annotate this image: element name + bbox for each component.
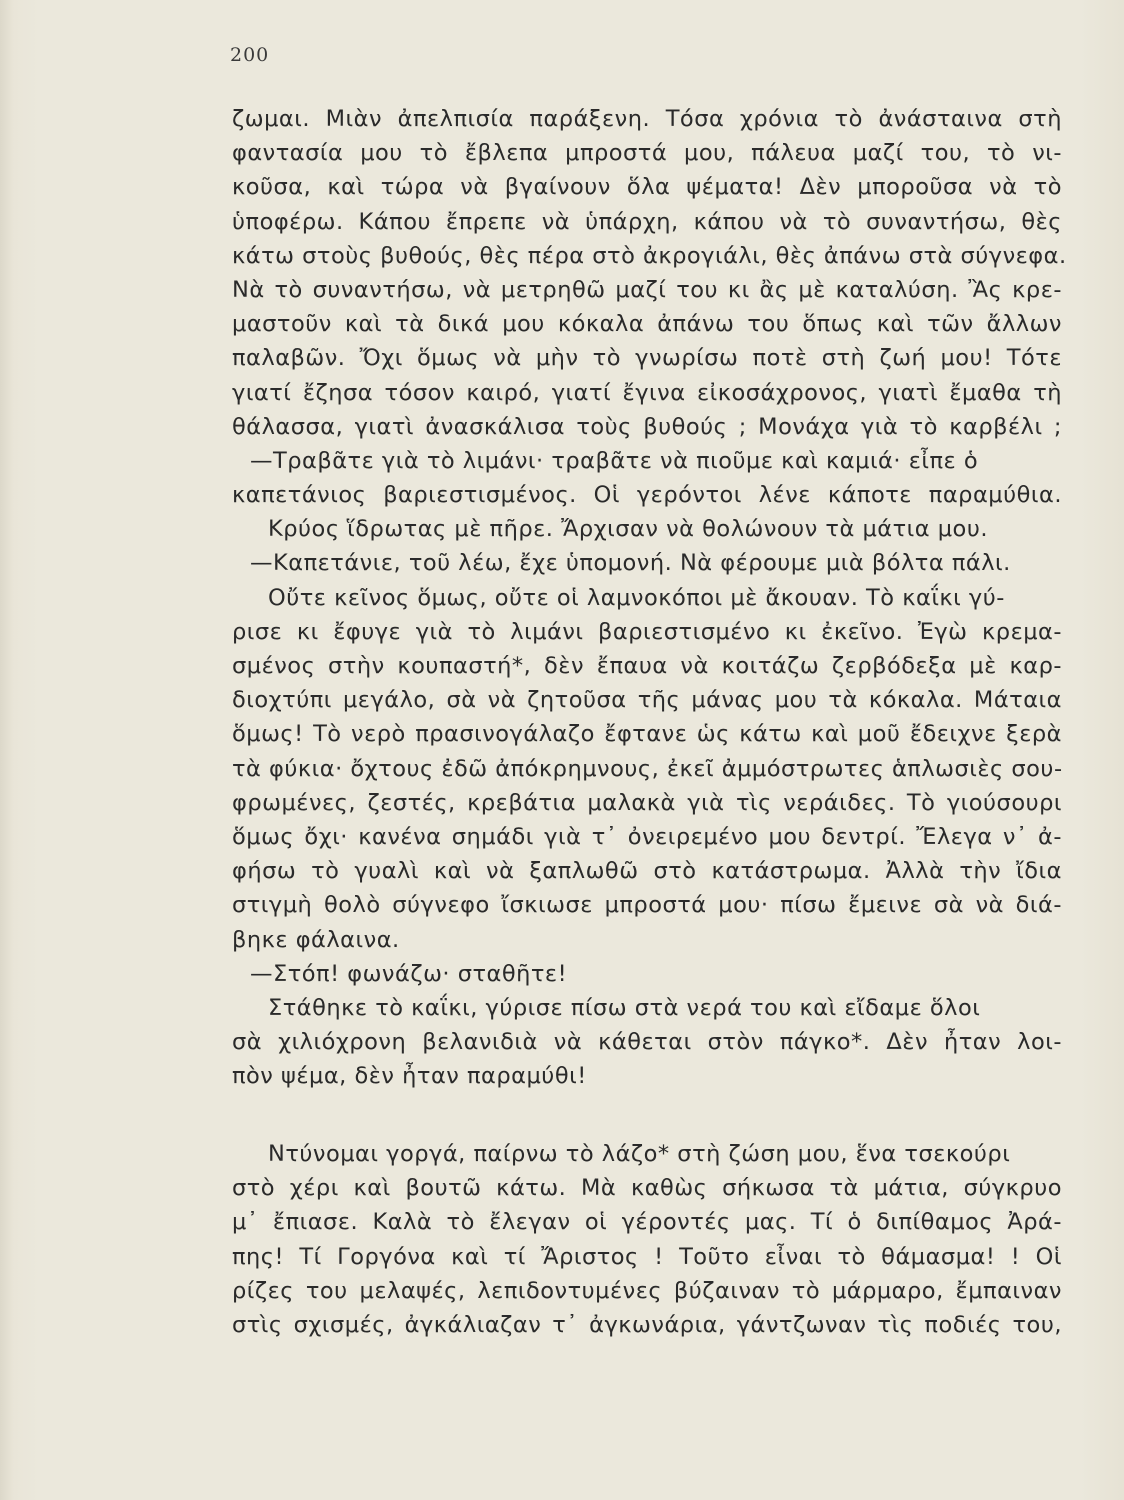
text-line: καπετάνιος βαριεστισμένος. Οἱ γερόντοι λένε κάποτε παραμύθια. [232,482,1062,509]
text-line: στὶς σχισμές, ἀγκάλιαζαν τ᾽ ἀγκωνάρια, γάντζωναν τὶς ποδιές του, [232,1311,1062,1338]
text-line: —Στόπ! φωνάζω· σταθῆτε! [250,960,568,987]
text-line: Στάθηκε τὸ καΐκι, γύρισε πίσω στὰ νερά του καὶ εἴδαμε ὅλοι [268,994,981,1021]
text-line: κάτω στοὺς βυθούς, θὲς πέρα στὸ ἀκρογιάλι, θὲς ἀπάνω στὰ σύγνεφα. [232,242,1067,269]
text-line: —Καπετάνιε, τοῦ λέω, ἔχε ὑπομονή. Νὰ φέρουμε μιὰ βόλτα πάλι. [250,550,1011,577]
text-line: παλαβῶν. Ὄχι ὅμως νὰ μὴν τὸ γνωρίσω ποτὲ στὴ ζωή μου! Τότε [232,345,1062,372]
text-line: πὸν ψέμα, δὲν ἦταν παραμύθι! [232,1063,587,1090]
text-line: κοῦσα, καὶ τώρα νὰ βγαίνουν ὅλα ψέματα! Δὲν μποροῦσα νὰ τὸ [232,174,1062,201]
text-line: στὸ χέρι καὶ βουτῶ κάτω. Μὰ καθὼς σήκωσα τὰ μάτια, σύγκρυο [232,1175,1062,1202]
text-line: ζωμαι. Μιὰν ἀπελπισία παράξενη. Τόσα χρόνια τὸ ἀνάσταινα στὴ [232,106,1062,132]
text-line: ὑποφέρω. Κάπου ἔπρεπε νὰ ὑπάρχη, κάπου νὰ τὸ συναντήσω, θὲς [232,208,1062,235]
text-line: Νὰ τὸ συναντήσω, νὰ μετρηθῶ μαζί του κι ἂς μὲ καταλύση. Ἂς κρε- [232,276,1062,303]
text-line: ρίζες του μελαψές, λεπιδοντυμένες βύζαιναν τὸ μάρμαρο, ἔμπαιναν [232,1277,1062,1304]
text-line: μαστοῦν καὶ τὰ δικά μου κόκαλα ἀπάνω του ὅπως καὶ τῶν ἄλλων [232,311,1062,338]
text-line: τὰ φύκια· ὄχτους ἐδῶ ἀπόκρημνους, ἐκεῖ ἀμμόστρωτες ἁπλωσιὲς σου- [232,755,1063,782]
text-line: Οὔτε κεῖνος ὅμως, οὔτε οἱ λαμνοκόποι μὲ ἄκουαν. Τὸ καΐκι γύ- [268,584,1005,611]
page-number: 200 [230,44,270,66]
text-line: σμένος στὴν κουπαστή*, δὲν ἔπαυα νὰ κοιτάζω ζερβόδεξα μὲ καρ- [232,653,1062,679]
text-line: Ντύνομαι γοργά, παίρνω τὸ λάζο* στὴ ζώση μου, ἕνα τσεκούρι [268,1141,1011,1167]
paragraph-block-2 [232,1137,1062,1342]
text-line: Κρύος ἵδρωτας μὲ πῆρε. Ἄρχισαν νὰ θολώνουν τὰ μάτια μου. [268,516,988,543]
text-line: φρωμένες, ζεστές, κρεβάτια μαλακὰ γιὰ τὶς νεράιδες. Τὸ γιούσουρι [232,789,1062,816]
text-line: μ᾽ ἔπιασε. Καλὰ τὸ ἔλεγαν οἱ γέροντές μας. Τί ὁ διπίθαμος Ἀρά- [232,1209,1062,1236]
text-line: —Τραβᾶτε γιὰ τὸ λιμάνι· τραβᾶτε νὰ πιοῦμε καὶ καμιά· εἶπε ὁ [250,447,979,474]
text-line: βηκε φάλαινα. [232,926,400,953]
paragraph-block-1 [232,102,1067,1093]
text-line: ρισε κι ἔφυγε γιὰ τὸ λιμάνι βαριεστισμένο κι ἐκεῖνο. Ἐγὼ κρεμα- [232,618,1062,645]
text-line: στιγμὴ θολὸ σύγνεφο ἴσκιωσε μπροστά μου· πίσω ἔμεινε σὰ νὰ διά- [232,892,1062,919]
text-line: διοχτύπι μεγάλο, σὰ νὰ ζητοῦσα τῆς μάνας μου τὰ κόκαλα. Μάταια [232,687,1062,714]
text-line: σὰ χιλιόχρονη βελανιδιὰ νὰ κάθεται στὸν πάγκο*. Δὲν ἦταν λοι- [232,1029,1062,1056]
text-line: ὅμως ὄχι· κανένα σημάδι γιὰ τ᾽ ὀνειρεμένο μου δεντρί. Ἔλεγα ν᾽ ἀ- [232,823,1062,850]
text-line: ὅμως! Τὸ νερὸ πρασινογάλαζο ἔφτανε ὡς κάτω καὶ μοῦ ἔδειχνε ξερὰ [232,721,1062,748]
text-line: γιατί ἔζησα τόσον καιρό, γιατί ἔγινα εἰκοσάχρονος, γιατὶ ἔμαθα τὴ [232,379,1062,406]
text-line: φαντασία μου τὸ ἔβλεπα μπροστά μου, πάλευα μαζί του, τὸ νι- [232,140,1062,167]
text-line: πης! Τί Γοργόνα καὶ τί Ἄριστος ! Τοῦτο εἶναι τὸ θάμασμα! ! Οἱ [232,1243,1062,1270]
text-line: φήσω τὸ γυαλὶ καὶ νὰ ξαπλωθῶ στὸ κατάστρωμα. Ἀλλὰ τὴν ἴδια [232,858,1062,885]
text-line: θάλασσα, γιατὶ ἀνασκάλισα τοὺς βυθούς ; Μονάχα γιὰ τὸ καρβέλι ; [232,413,1062,440]
